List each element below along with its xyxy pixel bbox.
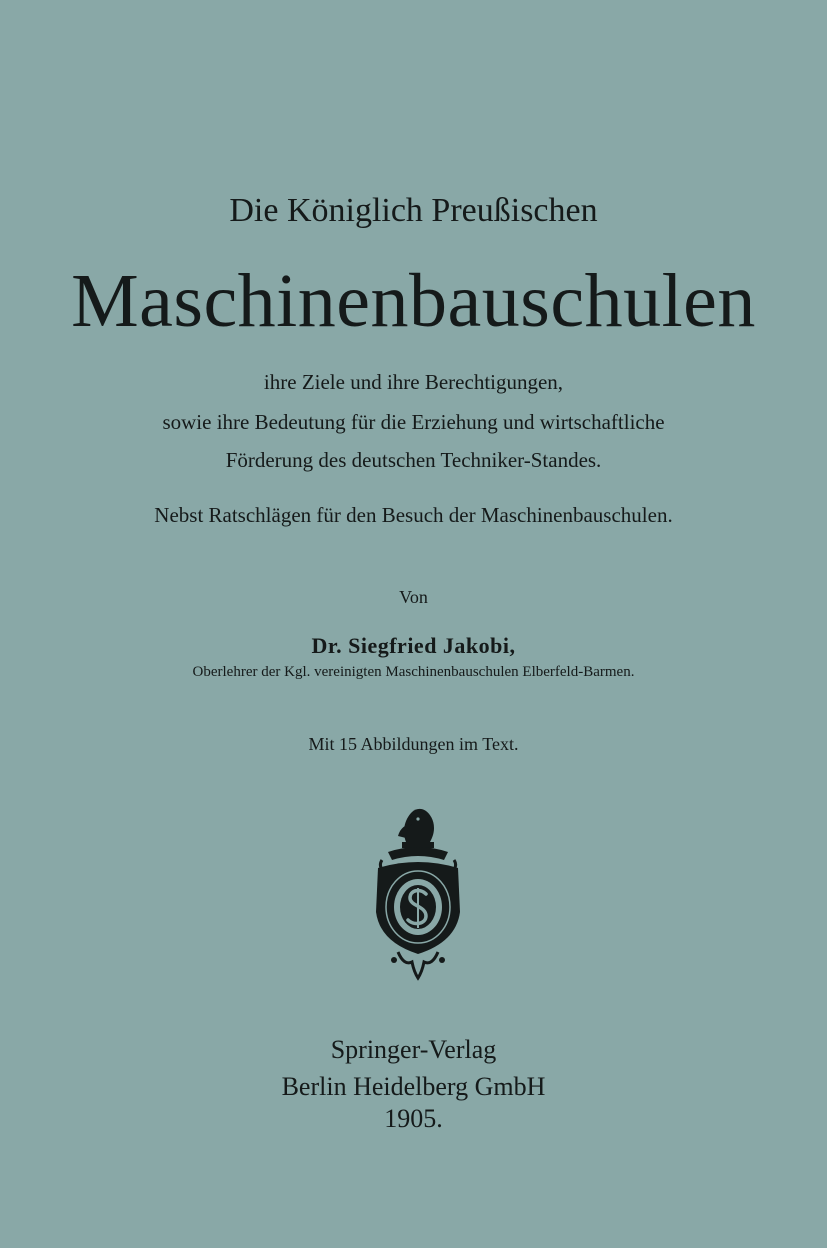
book-title: Maschinenbauschulen <box>71 259 756 343</box>
description-line-1: ihre Ziele und ihre Berechtigungen, <box>263 370 564 394</box>
supplement-note: Nebst Ratschlägen für den Besuch der Maschinenbauschulen. <box>154 503 673 527</box>
illustrations-note: Mit 15 Abbildungen im Text. <box>308 734 519 754</box>
by-label: Von <box>399 587 428 607</box>
publisher-name: Springer-Verlag <box>330 1035 497 1064</box>
author-affiliation: Oberlehrer der Kgl. vereinigten Maschinenbauschulen Elberfeld-Barmen. <box>192 664 635 680</box>
description-line-2: sowie ihre Bedeutung für die Erziehung und wirtschaftliche <box>162 410 665 434</box>
author-name: Dr. Siegfried Jakobi, <box>311 633 516 658</box>
description-line-3: Förderung des deutschen Techniker-Standes. <box>225 448 602 472</box>
publisher-place: Berlin Heidelberg GmbH <box>281 1072 546 1101</box>
springer-knight-emblem-icon <box>368 802 468 982</box>
publication-year: 1905. <box>384 1104 443 1133</box>
book-subtitle: Die Königlich Preußischen <box>229 192 598 229</box>
